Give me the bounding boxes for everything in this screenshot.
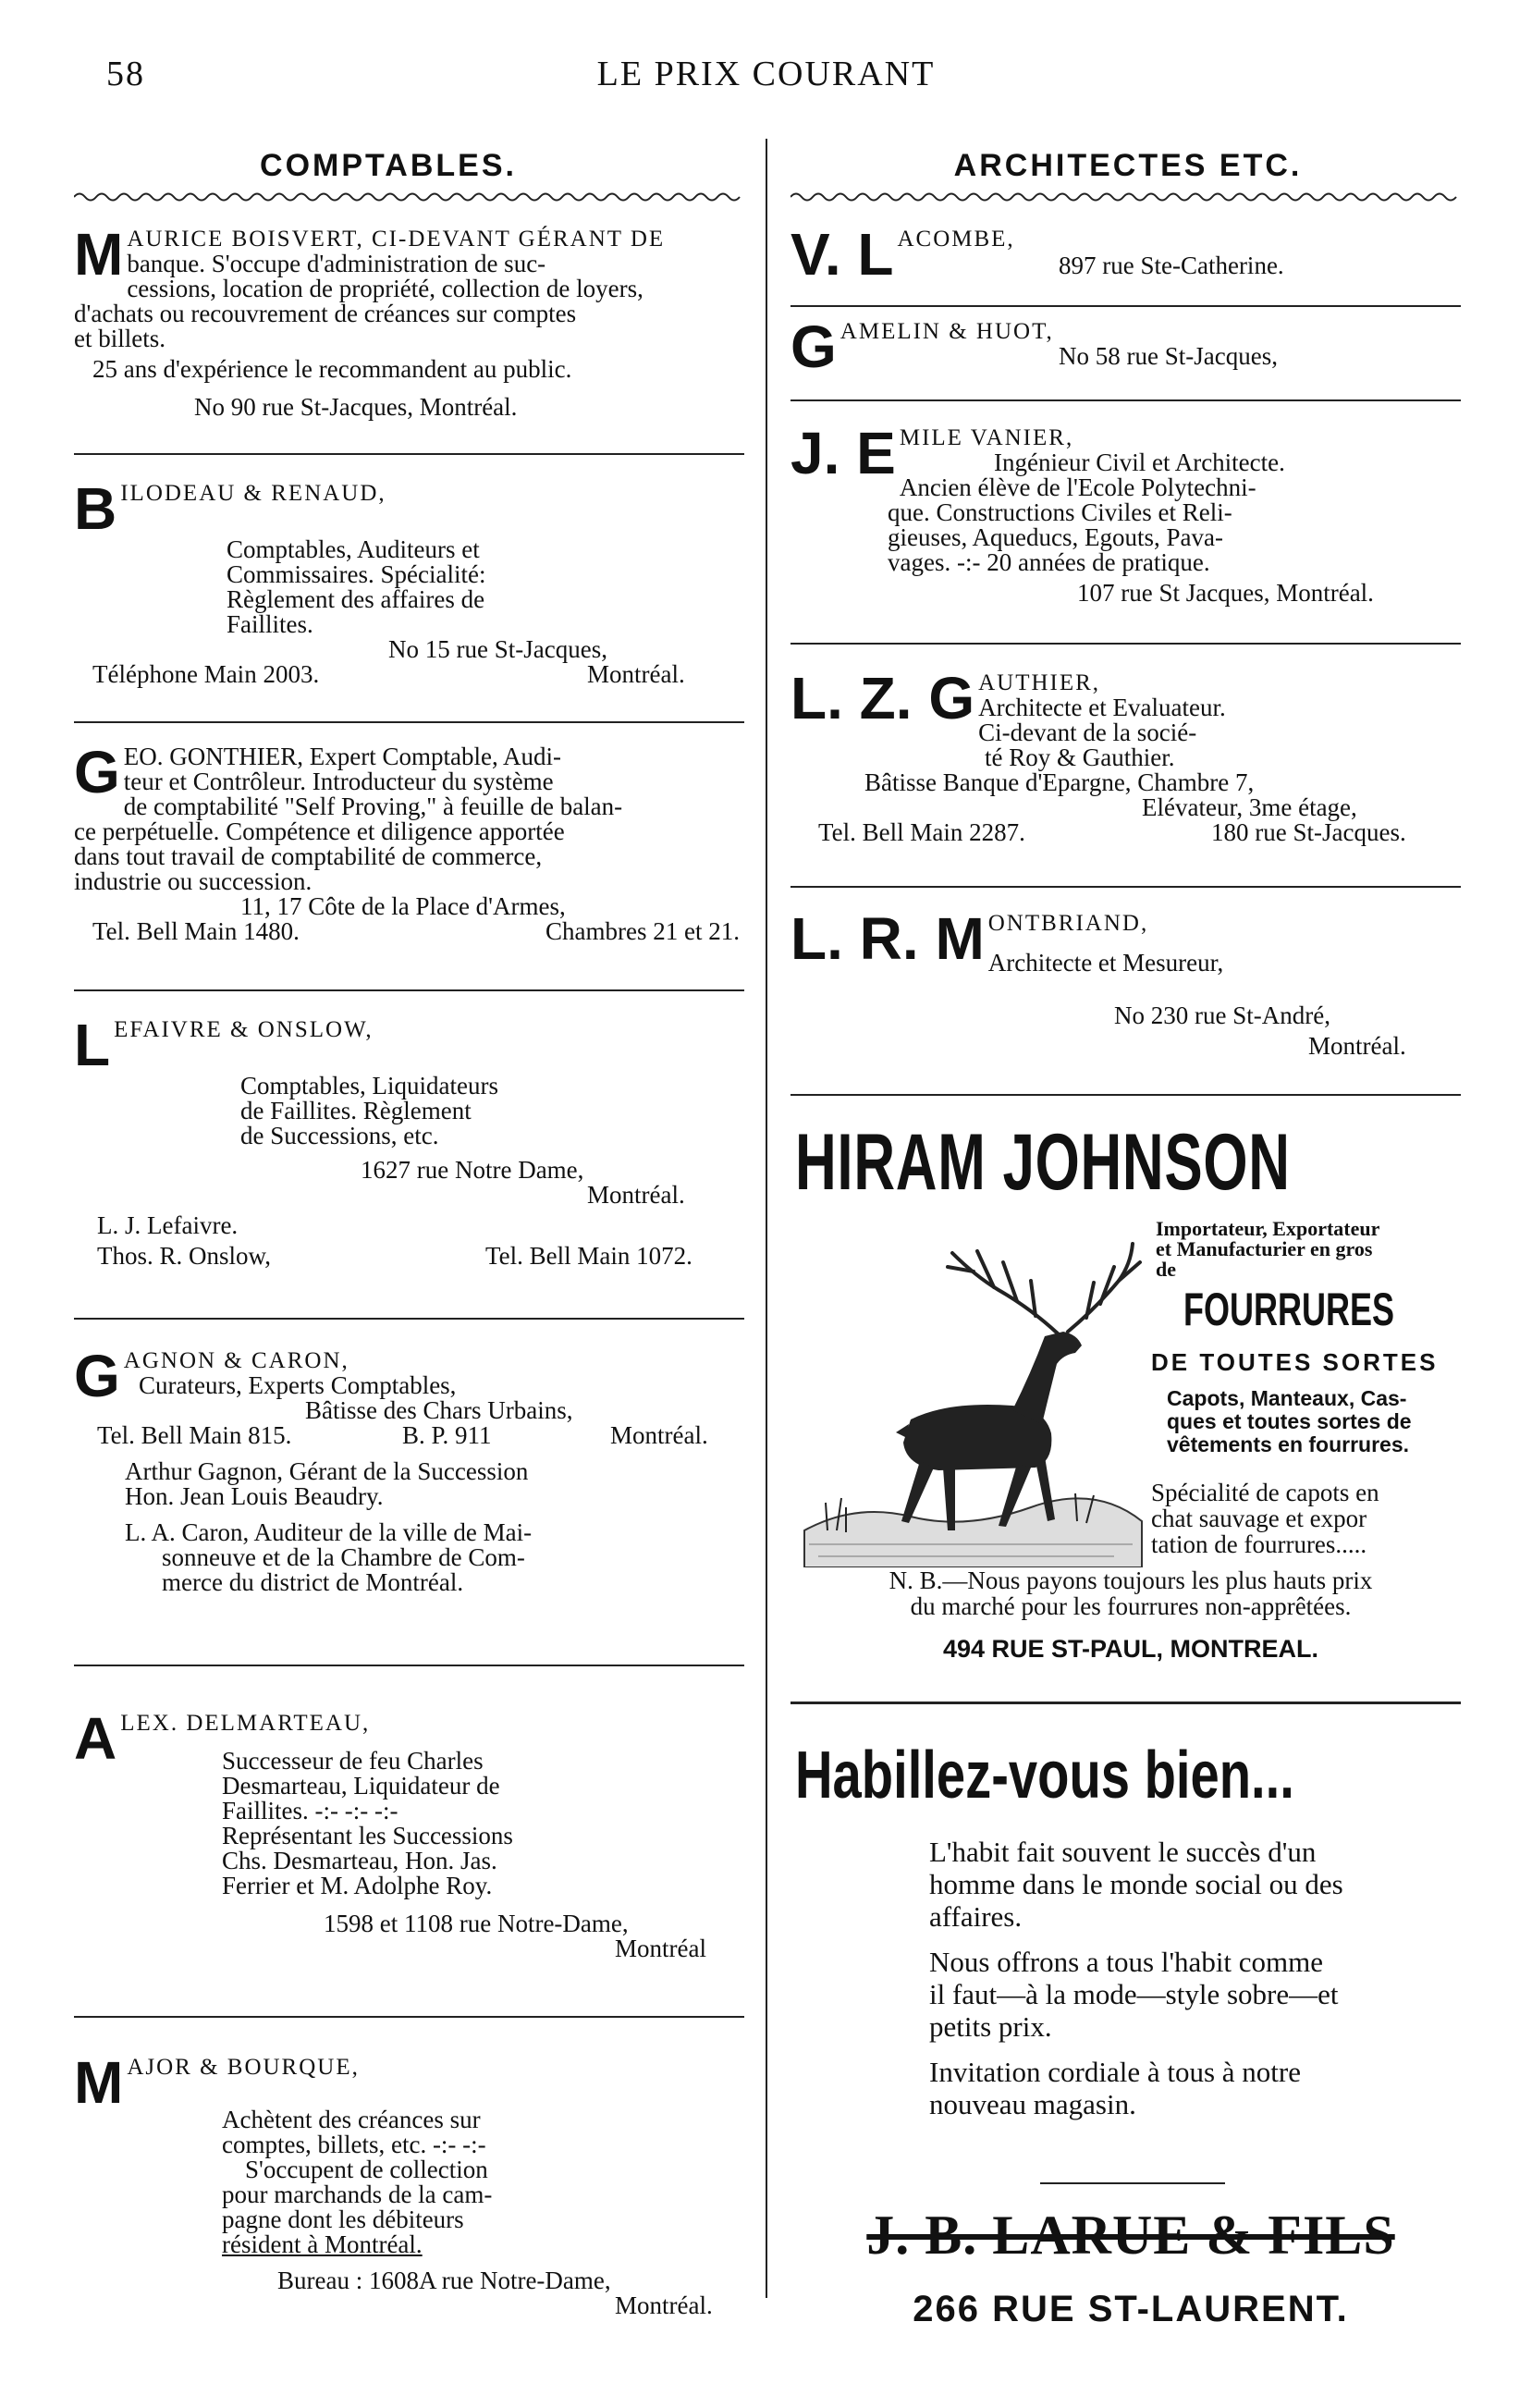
listing-rooms: Chambres 21 et 21. xyxy=(545,917,740,945)
column-divider xyxy=(766,139,767,2298)
listing-text: té Roy & Gauthier. xyxy=(985,743,1175,771)
listing-text: vages. -:- 20 années de pratique. xyxy=(888,548,1210,576)
listing-text: Faillites. xyxy=(227,610,313,638)
listing-phone-line xyxy=(74,919,744,944)
divider xyxy=(791,886,1461,888)
drop-initial: G xyxy=(791,313,837,380)
ad-hiram-sortes: DE TOUTES SORTES xyxy=(1151,1348,1439,1376)
ad-text: de xyxy=(1156,1258,1176,1281)
ad-text: affaires. xyxy=(929,1900,1023,1933)
ad-larue-headline: Habillez-vous bien... xyxy=(795,1738,1294,1812)
ad-text: Nous offrons a tous l'habit comme xyxy=(929,1946,1324,1978)
wavy-rule xyxy=(74,190,744,203)
listing-po-box: B. P. 911 xyxy=(402,1421,492,1449)
listing-text: Chs. Desmarteau, Hon. Jas. xyxy=(222,1847,497,1874)
ad-text: nouveau magasin. xyxy=(929,2088,1136,2120)
listing-phone: Tel. Bell Main 815. xyxy=(97,1421,292,1449)
listing-text: Ancien élève de l'Ecole Polytechni- xyxy=(899,473,1256,501)
listing-phone-line xyxy=(74,1244,744,1269)
listing-name: EFAIVRE & ONSLOW, xyxy=(114,1017,374,1042)
ad-text: L'habit fait souvent le succès d'un xyxy=(929,1836,1317,1868)
divider xyxy=(791,399,1461,401)
ad-text: N. B.—Nous payons toujours les plus hauts prix xyxy=(889,1566,1373,1594)
listing-city: Montréal xyxy=(615,1935,706,1962)
listing-city: Montréal. xyxy=(615,2291,713,2319)
wavy-rule xyxy=(791,190,1461,203)
ad-hiram-intro xyxy=(1156,1219,1470,1280)
listing-phone-line xyxy=(74,662,744,687)
listing-text: Règlement des affaires de xyxy=(227,585,485,613)
listing-city: Montréal. xyxy=(587,660,685,688)
listing-text: teur et Contrôleur. Introducteur du système xyxy=(123,768,554,795)
listing-city: Montréal. xyxy=(587,1181,685,1209)
deer-illustration xyxy=(800,1225,1146,1567)
listing-name: ILODEAU & RENAUD, xyxy=(120,481,386,506)
listing-address: 11, 17 Côte de la Place d'Armes, xyxy=(240,892,566,920)
drop-initial: B xyxy=(74,475,117,542)
listing-phone: Tel. Bell Main 1072. xyxy=(485,1242,692,1270)
ad-text: tation de fourrures..... xyxy=(1151,1530,1367,1558)
listing-text: Achètent des créances sur xyxy=(222,2106,481,2133)
listing-address: No 90 rue St-Jacques, Montréal. xyxy=(194,393,518,421)
ad-text: il faut—à la mode—style sobre—et xyxy=(929,1978,1339,2010)
listing-text: Architecte et Evaluateur. xyxy=(978,694,1226,721)
listing-text: résident à Montréal. xyxy=(222,2230,423,2258)
listing-name: ACOMBE, xyxy=(897,227,1015,252)
ad-larue-body xyxy=(929,1836,1475,2120)
listing-name: AJOR & BOURQUE, xyxy=(127,2055,360,2080)
divider xyxy=(74,2016,744,2018)
listing-text: d'achats ou recouvrement de créances sur comptes xyxy=(74,300,577,327)
listing-address: Bâtisse des Chars Urbains, xyxy=(305,1396,573,1424)
listing-text: pour marchands de la cam- xyxy=(222,2181,493,2208)
listing-text: Hon. Jean Louis Beaudry. xyxy=(125,1482,384,1510)
drop-initial: L. R. M xyxy=(791,905,985,972)
ad-hiram-capots xyxy=(1167,1387,1472,1456)
divider xyxy=(1040,2182,1225,2184)
ad-text: Spécialité de capots en xyxy=(1151,1479,1379,1506)
listing-text: sonneuve et de la Chambre de Com- xyxy=(162,1543,525,1571)
listing-major-bourque xyxy=(74,2049,744,2319)
listing-delmarteau xyxy=(74,1705,744,1962)
listing-address: Bâtisse Banque d'Epargne, Chambre 7, xyxy=(864,768,1255,796)
listing-montbriand xyxy=(791,905,1461,1060)
listing-name: MILE VANIER, xyxy=(899,425,1074,450)
ad-larue-firm: J. B. LARUE & FILS xyxy=(866,2205,1395,2266)
listing-bilodeau xyxy=(74,475,744,688)
listing-phone: Tel. Bell Main 1480. xyxy=(92,917,300,945)
listing-text: Ci-devant de la socié- xyxy=(978,719,1197,746)
drop-initial: G xyxy=(74,739,120,805)
listing-text: Comptables, Liquidateurs xyxy=(240,1072,498,1100)
divider xyxy=(74,453,744,455)
listing-address: 1598 et 1108 rue Notre-Dame, xyxy=(324,1910,629,1937)
listing-text: que. Constructions Civiles et Reli- xyxy=(888,498,1232,526)
listing-name: LEX. DELMARTEAU, xyxy=(120,1711,371,1736)
ad-larue-address: 266 RUE ST-LAURENT. xyxy=(913,2289,1349,2329)
listing-partner: Thos. R. Onslow, xyxy=(97,1242,272,1270)
listing-text: cessions, location de propriété, collection de loyers, xyxy=(127,275,643,302)
listing-text: gieuses, Aqueducs, Egouts, Pava- xyxy=(888,523,1223,551)
listing-text: Architecte et Mesureur, xyxy=(987,949,1224,977)
listing-address: 897 rue Ste-Catherine. xyxy=(1059,252,1284,279)
ad-hiram-specialite xyxy=(1151,1480,1470,1557)
listing-text: Curateurs, Experts Comptables, xyxy=(139,1371,457,1399)
divider xyxy=(791,1702,1461,1704)
drop-initial: L xyxy=(74,1012,111,1078)
ad-text: vêtements en fourrures. xyxy=(1167,1432,1410,1456)
listing-text: Desmarteau, Liquidateur de xyxy=(222,1772,500,1800)
listing-name: AGNON & CARON, xyxy=(123,1348,349,1373)
listing-address: No 15 rue St-Jacques, xyxy=(388,635,607,663)
listing-text: ce perpétuelle. Compétence et diligence apportée xyxy=(74,817,565,845)
ad-hiram-johnson-name: HIRAM JOHNSON xyxy=(795,1118,1291,1207)
ad-text: petits prix. xyxy=(929,2010,1052,2043)
listing-address: Bureau : 1608A rue Notre-Dame, xyxy=(277,2267,611,2294)
listing-boisvert xyxy=(74,221,744,421)
divider xyxy=(74,989,744,991)
listing-address: No 58 rue St-Jacques, xyxy=(1059,342,1278,370)
listing-address: 1627 rue Notre Dame, xyxy=(361,1156,584,1184)
drop-initial: G xyxy=(74,1343,120,1409)
ad-text: du marché pour les fourrures non-apprêtées. xyxy=(910,1592,1352,1620)
listing-city: Montréal. xyxy=(610,1421,708,1449)
listing-lacombe xyxy=(791,221,1461,288)
listing-text: Successeur de feu Charles xyxy=(222,1747,484,1775)
ad-text: Capots, Manteaux, Cas- xyxy=(1167,1386,1407,1410)
ad-text: ques et toutes sortes de xyxy=(1167,1409,1412,1433)
listing-text: Elévateur, 3me étage, xyxy=(1142,793,1357,821)
divider xyxy=(791,643,1461,645)
ad-hiram-address: 494 RUE ST-PAUL, MONTREAL. xyxy=(942,1635,1319,1663)
section-heading-comptables: COMPTABLES. xyxy=(260,148,517,183)
ad-text: et Manufacturier en gros xyxy=(1156,1237,1373,1260)
listing-name: AMELIN & HUOT, xyxy=(840,319,1054,344)
listing-text: Comptables, Auditeurs et xyxy=(227,535,480,563)
ad-text: Invitation cordiale à tous à notre xyxy=(929,2056,1302,2088)
listing-text: L. A. Caron, Auditeur de la ville de Mai- xyxy=(125,1518,533,1546)
listing-gamelin-huot xyxy=(791,313,1461,380)
listing-phone: Tel. Bell Main 2287. xyxy=(818,818,1025,846)
drop-initial: L. Z. G xyxy=(791,665,975,731)
section-heading-architectes: ARCHITECTES ETC. xyxy=(953,148,1303,183)
divider xyxy=(791,1094,1461,1096)
drop-initial: J. E xyxy=(791,420,896,486)
listing-text: de Successions, etc. xyxy=(240,1122,439,1149)
listing-gauthier xyxy=(791,665,1461,846)
drop-initial: M xyxy=(74,2049,124,2116)
listing-phone-line xyxy=(74,1423,744,1448)
drop-initial: M xyxy=(74,221,124,288)
ad-text: chat sauvage et expor xyxy=(1151,1505,1367,1532)
ad-text: Importateur, Exportateur xyxy=(1156,1217,1380,1240)
listing-text: de Faillites. Règlement xyxy=(240,1097,472,1124)
listing-address: 107 rue St Jacques, Montréal. xyxy=(1077,579,1374,607)
listing-text: banque. S'occupe d'administration de suc- xyxy=(127,250,546,277)
listing-text: industrie ou succession. xyxy=(74,867,313,895)
ad-text: homme dans le monde social ou des xyxy=(929,1868,1343,1900)
listing-text: Ferrier et M. Adolphe Roy. xyxy=(222,1872,493,1899)
listing-name: AURICE BOISVERT, CI-DEVANT GÉRANT DE xyxy=(127,227,666,252)
page-title: LE PRIX COURANT xyxy=(596,55,936,93)
listing-text: et billets. xyxy=(74,325,165,352)
listing-text: Commissaires. Spécialité: xyxy=(227,560,486,588)
listing-text: 25 ans d'expérience le recommandent au public. xyxy=(92,355,572,383)
listing-lefaivre xyxy=(74,1012,744,1270)
listing-text: S'occupent de collection xyxy=(245,2156,488,2183)
listing-address: No 230 rue St-André, xyxy=(1114,1001,1330,1029)
listing-city: Montréal. xyxy=(1308,1032,1406,1060)
listing-text: pagne dont les débiteurs xyxy=(222,2205,464,2233)
divider xyxy=(74,1318,744,1320)
listing-name: ONTBRIAND, xyxy=(987,911,1149,936)
listing-text: dans tout travail de comptabilité de commerce, xyxy=(74,842,543,870)
listing-address: 180 rue St-Jacques. xyxy=(1211,818,1406,846)
divider xyxy=(74,1665,744,1666)
drop-initial: A xyxy=(74,1705,117,1772)
listing-text: Représentant les Successions xyxy=(222,1822,513,1849)
listing-gonthier xyxy=(74,739,744,945)
listing-name: EO. GONTHIER, Expert Comptable, Audi- xyxy=(123,743,561,770)
listing-text: merce du district de Montréal. xyxy=(162,1568,464,1596)
listing-text: Ingénieur Civil et Architecte. xyxy=(994,448,1285,476)
listing-gagnon-caron xyxy=(74,1343,744,1596)
listing-text: comptes, billets, etc. -:- -:- xyxy=(222,2131,486,2158)
listing-text: Arthur Gagnon, Gérant de la Succession xyxy=(125,1457,529,1485)
listing-vanier xyxy=(791,420,1461,607)
listing-phone-line xyxy=(791,820,1461,845)
listing-text: de comptabilité "Self Proving," à feuille de balan- xyxy=(123,792,623,820)
ad-hiram-nb xyxy=(793,1567,1468,1619)
listing-partner: L. J. Lefaivre. xyxy=(97,1211,239,1239)
ad-hiram-fourrures: FOURRURES xyxy=(1183,1284,1395,1335)
listing-phone: Téléphone Main 2003. xyxy=(92,660,320,688)
listing-text: Faillites. -:- -:- -:- xyxy=(222,1797,398,1824)
drop-initial: V. L xyxy=(791,221,894,288)
divider xyxy=(791,305,1461,307)
page-number: 58 xyxy=(106,55,145,93)
divider xyxy=(74,721,744,723)
listing-name: AUTHIER, xyxy=(978,670,1101,695)
